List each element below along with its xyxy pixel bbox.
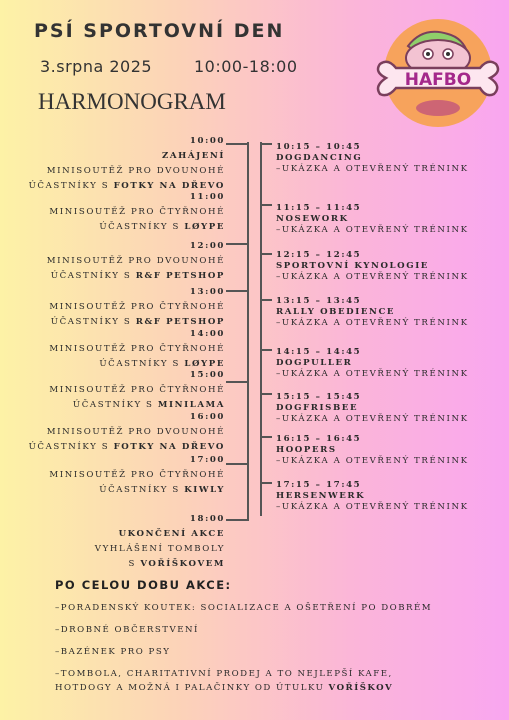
schedule-time: 10:15 – 10:45 — [276, 142, 362, 152]
schedule-time: 12:15 – 12:45 — [276, 250, 362, 260]
schedule-item-right — [276, 480, 469, 513]
schedule-text: MINISOUTĚŽ PRO DVOUNOHÉ — [46, 256, 225, 266]
schedule-text: MINISOUTĚŽ PRO DVOUNOHÉ — [46, 427, 225, 437]
timeline-tick — [226, 143, 247, 145]
schedule-item-right — [276, 392, 469, 425]
partner-name: VOŘÍŠKOVEM — [140, 559, 225, 569]
partner-name: FOTKY NA DŘEVO — [113, 181, 225, 191]
activity-name: DOGFRISBEE — [276, 403, 359, 413]
activity-desc: –UKÁZKA A OTEVŘENÝ TRÉNINK — [276, 456, 469, 466]
all-day-item: –PORADENSKÝ KOUTEK: SOCIALIZACE A OŠETŘENÍ PO DOBRÉM — [55, 603, 433, 613]
timeline-right-line — [260, 142, 262, 516]
timeline-tick — [260, 143, 272, 145]
schedule-time: 14:15 – 14:45 — [276, 347, 362, 357]
all-day-item: –DROBNÉ OBČERSTVENÍ — [55, 625, 199, 635]
activity-name: HOOPERS — [276, 445, 337, 455]
schedule-time: 11:00 — [189, 192, 225, 202]
activity-desc: –UKÁZKA A OTEVŘENÝ TRÉNINK — [276, 164, 469, 174]
activity-desc: –UKÁZKA A OTEVŘENÝ TRÉNINK — [276, 318, 469, 328]
timeline-tick — [260, 253, 272, 255]
shelter-name: VOŘÍŠKOV — [328, 683, 394, 693]
timeline-tick — [226, 381, 247, 383]
activity-desc: –UKÁZKA A OTEVŘENÝ TRÉNINK — [276, 272, 469, 282]
schedule-item-right — [276, 250, 469, 283]
schedule-time: 17:15 – 17:45 — [276, 480, 362, 490]
schedule-item-left: 12:00 MINISOUTĚŽ PRO DVOUNOHÉ ÚČASTNÍKY S R&F PETSHOP — [46, 241, 225, 281]
timeline-tick — [260, 393, 272, 395]
partner-name: R&F PETSHOP — [135, 271, 225, 281]
schedule-text: VYHLÁŠENÍ TOMBOLY — [94, 544, 225, 554]
all-day-item: –BAZÉNEK PRO PSY — [55, 647, 171, 657]
partner-name: MINILAMA — [157, 400, 225, 410]
schedule-item-right — [276, 142, 469, 175]
timeline-tick — [226, 519, 247, 521]
schedule-item-left: 16:00 MINISOUTĚŽ PRO DVOUNOHÉ ÚČASTNÍKY S FOTKY NA DŘEVO — [28, 412, 225, 452]
schedule-time: 15:15 – 15:45 — [276, 392, 362, 402]
schedule-text: MINISOUTĚŽ PRO ČTYŘNOHÉ — [49, 385, 225, 395]
schedule-item-left: 14:00 MINISOUTĚŽ PRO ČTYŘNOHÉ ÚČASTNÍKY S LØYPE — [49, 329, 225, 369]
timeline-tick — [260, 204, 272, 206]
schedule-time: 17:00 — [189, 455, 225, 465]
dog-bone-logo — [368, 16, 502, 130]
schedule-time: 11:15 – 11:45 — [276, 203, 362, 213]
schedule-item-left: 11:00 MINISOUTĚŽ PRO ČTYŘNOHÉ ÚČASTNÍKY S LØYPE — [49, 192, 225, 232]
activity-desc: –UKÁZKA A OTEVŘENÝ TRÉNINK — [276, 414, 469, 424]
schedule-text: MINISOUTĚŽ PRO ČTYŘNOHÉ — [49, 302, 225, 312]
schedule-item-right — [276, 434, 469, 467]
schedule-item-left: 13:00 MINISOUTĚŽ PRO ČTYŘNOHÉ ÚČASTNÍKY S R&F PETSHOP — [49, 287, 225, 327]
timeline-tick — [260, 299, 272, 301]
partner-name: R&F PETSHOP — [135, 317, 225, 327]
activity-name: SPORTOVNÍ KYNOLOGIE — [276, 261, 429, 271]
event-time: 10:00-18:00 — [194, 57, 298, 76]
schedule-text: MINISOUTĚŽ PRO ČTYŘNOHÉ — [49, 470, 225, 480]
timeline-tick — [260, 349, 272, 351]
schedule-heading: HARMONOGRAM — [38, 89, 226, 114]
schedule-time: 16:15 – 16:45 — [276, 434, 362, 444]
partner-name: FOTKY NA DŘEVO — [113, 442, 225, 452]
schedule-text: ZAHÁJENÍ — [161, 151, 225, 161]
schedule-item-right — [276, 347, 469, 380]
schedule-text: MINISOUTĚŽ PRO ČTYŘNOHÉ — [49, 207, 225, 217]
activity-name: NOSEWORK — [276, 214, 349, 224]
activity-name: HERSENWERK — [276, 491, 366, 501]
schedule-time: 14:00 — [189, 329, 225, 339]
activity-name: DOGDANCING — [276, 153, 363, 163]
event-date: 3.srpna 2025 — [40, 57, 153, 76]
timeline-tick — [226, 290, 247, 292]
logo-text: HAFBO — [404, 70, 472, 90]
schedule-time: 15:00 — [189, 370, 225, 380]
schedule-item-left: 15:00 MINISOUTĚŽ PRO ČTYŘNOHÉ ÚČASTNÍKY S MINILAMA — [49, 370, 225, 410]
schedule-time: 16:00 — [189, 412, 225, 422]
schedule-item-right — [276, 296, 469, 329]
timeline-tick — [226, 243, 247, 245]
activity-desc: –UKÁZKA A OTEVŘENÝ TRÉNINK — [276, 369, 469, 379]
schedule-time: 10:00 — [189, 136, 225, 146]
schedule-time: 13:00 — [189, 287, 225, 297]
schedule-text: UKONČENÍ AKCE — [118, 529, 225, 539]
timeline-tick — [260, 482, 272, 484]
timeline-tick — [226, 463, 247, 465]
activity-name: RALLY OBEDIENCE — [276, 307, 396, 317]
timeline-tick — [260, 436, 272, 438]
schedule-item-right — [276, 203, 469, 236]
activity-name: DOGPULLER — [276, 358, 353, 368]
activity-desc: –UKÁZKA A OTEVŘENÝ TRÉNINK — [276, 502, 469, 512]
schedule-time: 13:15 – 13:45 — [276, 296, 362, 306]
schedule-item-left: 17:00 MINISOUTĚŽ PRO ČTYŘNOHÉ ÚČASTNÍKY S KIWLY — [49, 455, 225, 495]
timeline-left-line — [247, 142, 249, 521]
page-title: PSÍ SPORTOVNÍ DEN — [34, 20, 285, 42]
schedule-item-left: 10:00 ZAHÁJENÍ MINISOUTĚŽ PRO DVOUNOHÉ ÚČASTNÍKY S FOTKY NA DŘEVO — [28, 136, 225, 191]
schedule-time: 18:00 — [189, 514, 225, 524]
all-day-heading: PO CELOU DOBU AKCE: — [55, 578, 232, 592]
all-day-item: HOTDOGY A MOŽNÁ I PALAČINKY OD ÚTULKU VOŘÍŠKOV — [55, 683, 394, 693]
schedule-text: MINISOUTĚŽ PRO ČTYŘNOHÉ — [49, 344, 225, 354]
partner-name: LØYPE — [184, 359, 225, 369]
partner-name: KIWLY — [184, 485, 225, 495]
all-day-item: –TOMBOLA, CHARITATIVNÍ PRODEJ A TO NEJLEPŠÍ KAFE, — [55, 669, 393, 679]
partner-name: LØYPE — [184, 222, 225, 232]
activity-desc: –UKÁZKA A OTEVŘENÝ TRÉNINK — [276, 225, 469, 235]
schedule-item-left: 18:00 UKONČENÍ AKCE VYHLÁŠENÍ TOMBOLY S VOŘÍŠKOVEM — [94, 514, 225, 569]
schedule-text: MINISOUTĚŽ PRO DVOUNOHÉ — [46, 166, 225, 176]
schedule-time: 12:00 — [189, 241, 225, 251]
